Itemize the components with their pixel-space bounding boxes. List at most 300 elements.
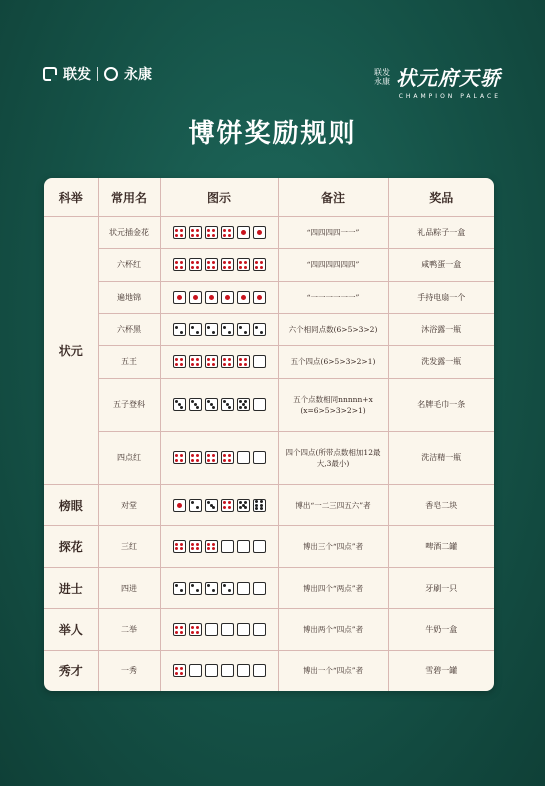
empty-die-icon (253, 398, 266, 411)
empty-die-icon (189, 664, 202, 677)
pip (257, 230, 262, 235)
dice-cell (160, 484, 278, 526)
empty-die-icon (221, 623, 234, 636)
table-row (44, 526, 494, 568)
note-cell: 博出两个“四点”者 (278, 609, 388, 651)
pip (207, 229, 210, 232)
die-4-icon (173, 355, 186, 368)
pip (177, 503, 182, 508)
pip (175, 326, 178, 329)
pip (196, 406, 199, 409)
die-1-icon (237, 291, 250, 304)
die-4-icon (221, 355, 234, 368)
die-5-icon (237, 398, 250, 411)
die-4-icon (189, 226, 202, 239)
empty-die-icon (253, 664, 266, 677)
pip (180, 331, 183, 334)
pip (223, 261, 226, 264)
table-row (44, 378, 494, 431)
note-cell: 六个相同点数(6>5>3>2) (278, 313, 388, 345)
die-3-icon (173, 398, 186, 411)
die-4-icon (205, 451, 218, 464)
pip (180, 363, 183, 366)
project-en-name: CHAMPION PALACE (398, 93, 501, 100)
pip (191, 501, 194, 504)
pip (196, 589, 199, 592)
pip (180, 547, 183, 550)
pip (212, 506, 215, 509)
pip (228, 358, 231, 361)
pip (191, 543, 194, 546)
pip (180, 406, 183, 409)
project-logo-small-1: 联发 (374, 68, 390, 77)
dice-row (161, 582, 278, 595)
pip (175, 358, 178, 361)
dice-row (161, 323, 278, 336)
dice-row (161, 355, 278, 368)
die-4-icon (205, 540, 218, 553)
prize-cell: 洗洁精一瓶 (388, 431, 494, 484)
pip (180, 234, 183, 237)
prize-cell: 牙刷一只 (388, 567, 494, 609)
pip (175, 266, 178, 269)
die-2-icon (253, 323, 266, 336)
pip (196, 234, 199, 237)
dice-cell (160, 249, 278, 281)
die-4-icon (205, 258, 218, 271)
dice-cell (160, 378, 278, 431)
pip (180, 266, 183, 269)
pip (196, 454, 199, 457)
pip (196, 261, 199, 264)
note-cell: 五个点数相同nnnnn+x (x=6>5>3>2>1) (278, 378, 388, 431)
name-cell: 六杯红 (98, 249, 160, 281)
table-row (44, 281, 494, 313)
pip (209, 295, 214, 300)
header-rank: 科举 (44, 178, 98, 217)
empty-die-icon (253, 355, 266, 368)
pip (244, 363, 247, 366)
die-2-icon (189, 499, 202, 512)
die-4-icon (173, 664, 186, 677)
pip (191, 547, 194, 550)
pip (212, 459, 215, 462)
pip (180, 589, 183, 592)
rules-table (44, 178, 494, 691)
pip (223, 454, 226, 457)
pip (175, 672, 178, 675)
pip (196, 543, 199, 546)
pip (244, 406, 247, 409)
name-cell: 遍地锦 (98, 281, 160, 313)
pip (239, 506, 242, 509)
name-cell: 六杯黑 (98, 313, 160, 345)
die-2-icon (189, 582, 202, 595)
pip (260, 266, 263, 269)
name-cell: 五王 (98, 346, 160, 378)
name-cell: 状元插金花 (98, 217, 160, 249)
note-cell: 博出一个“四点”者 (278, 650, 388, 691)
empty-die-icon (253, 623, 266, 636)
pip (223, 506, 226, 509)
pip (223, 501, 226, 504)
pip (191, 626, 194, 629)
pip (180, 672, 183, 675)
lianfa-logo-icon (43, 67, 57, 81)
pip (239, 400, 242, 403)
brand-left-name: 联发 (63, 67, 91, 83)
pip (223, 584, 226, 587)
pip (239, 501, 242, 504)
die-2-icon (189, 323, 202, 336)
rules-card (44, 178, 494, 691)
die-2-icon (205, 582, 218, 595)
pip (175, 631, 178, 634)
brand-separator (97, 67, 98, 81)
die-4-icon (221, 499, 234, 512)
pip (212, 229, 215, 232)
pip (196, 331, 199, 334)
pip (228, 501, 231, 504)
name-cell: 对堂 (98, 484, 160, 526)
die-4-icon (173, 623, 186, 636)
pip (241, 230, 246, 235)
pip (196, 626, 199, 629)
table-row (44, 567, 494, 609)
die-4-icon (205, 355, 218, 368)
pip (212, 261, 215, 264)
pip (180, 631, 183, 634)
pip (228, 234, 231, 237)
empty-die-icon (205, 664, 218, 677)
prize-cell: 手持电扇一个 (388, 281, 494, 313)
pip (191, 326, 194, 329)
die-4-icon (173, 451, 186, 464)
pip (255, 507, 258, 510)
empty-die-icon (237, 540, 250, 553)
pip (244, 261, 247, 264)
empty-die-icon (221, 664, 234, 677)
project-script-name: 状元府天骄 (396, 66, 501, 90)
pip (223, 363, 226, 366)
pip (196, 459, 199, 462)
prize-cell: 礼品粽子一盒 (388, 217, 494, 249)
empty-die-icon (237, 664, 250, 677)
rank-cell: 榜眼 (44, 484, 98, 526)
pip (180, 261, 183, 264)
pip (228, 229, 231, 232)
table-row (44, 217, 494, 249)
dice-row (161, 398, 278, 411)
die-2-icon (221, 323, 234, 336)
note-cell: “四四四四四四” (278, 249, 388, 281)
die-4-icon (189, 451, 202, 464)
prize-cell: 香皂二块 (388, 484, 494, 526)
page-title: 博饼奖励规则 (188, 119, 357, 149)
empty-die-icon (253, 451, 266, 464)
die-4-icon (237, 258, 250, 271)
name-cell: 四进 (98, 567, 160, 609)
pip (212, 363, 215, 366)
header-note: 备注 (278, 178, 388, 217)
prize-cell: 啤酒二罐 (388, 526, 494, 568)
die-1-icon (253, 291, 266, 304)
dice-row (161, 540, 278, 553)
dice-cell (160, 526, 278, 568)
table-row (44, 431, 494, 484)
pip (175, 363, 178, 366)
pip (223, 358, 226, 361)
die-4-icon (189, 540, 202, 553)
pip (260, 261, 263, 264)
pip (244, 501, 247, 504)
table-row (44, 313, 494, 345)
pip (191, 358, 194, 361)
empty-die-icon (237, 451, 250, 464)
pip (212, 234, 215, 237)
note-cell: 博出“一二三四五六”者 (278, 484, 388, 526)
pip (196, 358, 199, 361)
pip (212, 454, 215, 457)
brand-logo-left (43, 64, 152, 84)
project-logo (374, 62, 501, 100)
pip (191, 454, 194, 457)
dice-cell (160, 217, 278, 249)
die-6-icon (253, 499, 266, 512)
die-2-icon (237, 323, 250, 336)
pip (207, 234, 210, 237)
pip (241, 295, 246, 300)
pip (196, 547, 199, 550)
pip (260, 507, 263, 510)
pip (191, 400, 194, 403)
pip (180, 543, 183, 546)
pip (191, 229, 194, 232)
pip (175, 454, 178, 457)
empty-die-icon (253, 582, 266, 595)
pip (207, 400, 210, 403)
header-diagram: 图示 (160, 178, 278, 217)
note-cell: “四四四四一一” (278, 217, 388, 249)
note-cell: “一一一一一一” (278, 281, 388, 313)
pip (191, 261, 194, 264)
brand-right-name: 永康 (124, 67, 152, 83)
pip (255, 500, 258, 503)
pip (207, 459, 210, 462)
pip (196, 506, 199, 509)
pip (239, 266, 242, 269)
die-2-icon (221, 582, 234, 595)
table-row (44, 249, 494, 281)
pip (175, 400, 178, 403)
pip (239, 326, 242, 329)
die-2-icon (173, 323, 186, 336)
empty-die-icon (205, 623, 218, 636)
pip (175, 229, 178, 232)
die-5-icon (237, 499, 250, 512)
pip (191, 363, 194, 366)
name-cell: 五子登科 (98, 378, 160, 431)
pip (244, 358, 247, 361)
pip (177, 295, 182, 300)
pip (207, 326, 210, 329)
prize-cell: 咸鸭蛋一盒 (388, 249, 494, 281)
die-4-icon (189, 258, 202, 271)
pip (223, 266, 226, 269)
pip (255, 261, 258, 264)
pip (228, 459, 231, 462)
die-4-icon (173, 226, 186, 239)
pip (207, 454, 210, 457)
pip (207, 547, 210, 550)
prize-cell: 名牌毛巾一条 (388, 378, 494, 431)
project-logo-small (374, 68, 390, 86)
dice-row (161, 291, 278, 304)
pip (212, 543, 215, 546)
pip (207, 543, 210, 546)
pip (175, 543, 178, 546)
pip (196, 266, 199, 269)
empty-die-icon (237, 623, 250, 636)
empty-die-icon (237, 582, 250, 595)
pip (193, 295, 198, 300)
note-cell: 四个四点(所带点数相加12最大,3最小) (278, 431, 388, 484)
empty-die-icon (253, 540, 266, 553)
pip (180, 667, 183, 670)
name-cell: 三红 (98, 526, 160, 568)
pip (239, 406, 242, 409)
dice-cell (160, 609, 278, 651)
pip (223, 459, 226, 462)
pip (175, 667, 178, 670)
die-1-icon (221, 291, 234, 304)
pip (260, 500, 263, 503)
pip (244, 506, 247, 509)
die-1-icon (173, 499, 186, 512)
table-row (44, 650, 494, 691)
table-row (44, 346, 494, 378)
pip (212, 406, 215, 409)
pip (228, 406, 231, 409)
pip (196, 631, 199, 634)
pip (191, 631, 194, 634)
die-4-icon (173, 540, 186, 553)
rank-cell: 举人 (44, 609, 98, 651)
pip (175, 584, 178, 587)
dice-cell (160, 567, 278, 609)
pip (239, 358, 242, 361)
pip (212, 358, 215, 361)
dice-cell (160, 346, 278, 378)
pip (191, 459, 194, 462)
pip (175, 234, 178, 237)
die-4-icon (173, 258, 186, 271)
pip (228, 454, 231, 457)
empty-die-icon (221, 540, 234, 553)
pip (228, 261, 231, 264)
die-2-icon (205, 323, 218, 336)
pip (175, 459, 178, 462)
pip (180, 459, 183, 462)
pip (244, 331, 247, 334)
die-3-icon (221, 398, 234, 411)
pip (228, 363, 231, 366)
die-1-icon (253, 226, 266, 239)
pip (207, 363, 210, 366)
pip (212, 547, 215, 550)
rank-cell: 探花 (44, 526, 98, 568)
pip (196, 363, 199, 366)
pip (191, 266, 194, 269)
pip (212, 266, 215, 269)
table-row (44, 609, 494, 651)
die-1-icon (205, 291, 218, 304)
die-3-icon (205, 499, 218, 512)
pip (212, 589, 215, 592)
prize-cell: 洗发露一瓶 (388, 346, 494, 378)
die-1-icon (189, 291, 202, 304)
dice-cell (160, 313, 278, 345)
pip (207, 266, 210, 269)
table-row (44, 484, 494, 526)
dice-row (161, 499, 278, 512)
pip (191, 584, 194, 587)
dice-row (161, 226, 278, 239)
die-4-icon (221, 451, 234, 464)
prize-cell: 牛奶一盒 (388, 609, 494, 651)
note-cell: 博出四个“两点”者 (278, 567, 388, 609)
pip (207, 358, 210, 361)
pip (207, 584, 210, 587)
pip (180, 454, 183, 457)
die-4-icon (253, 258, 266, 271)
name-cell: 四点红 (98, 431, 160, 484)
die-1-icon (237, 226, 250, 239)
pip (228, 266, 231, 269)
dice-row (161, 623, 278, 636)
header-prize: 奖品 (388, 178, 494, 217)
header-name: 常用名 (98, 178, 160, 217)
pip (207, 501, 210, 504)
pip (257, 295, 262, 300)
prize-cell: 雪碧一罐 (388, 650, 494, 691)
die-1-icon (173, 291, 186, 304)
rank-cell: 状元 (44, 217, 98, 485)
rank-cell: 秀才 (44, 650, 98, 691)
dice-row (161, 664, 278, 677)
pip (223, 326, 226, 329)
note-cell: 五个四点(6>5>3>2>1) (278, 346, 388, 378)
pip (255, 266, 258, 269)
table-header-row (44, 178, 494, 217)
pip (175, 547, 178, 550)
dice-cell (160, 281, 278, 313)
yongkang-logo-icon (104, 67, 118, 81)
die-3-icon (189, 398, 202, 411)
pip (207, 261, 210, 264)
die-4-icon (205, 226, 218, 239)
pip (223, 400, 226, 403)
die-4-icon (221, 258, 234, 271)
pip (239, 363, 242, 366)
project-logo-small-2: 永康 (374, 77, 390, 86)
pip (180, 229, 183, 232)
die-4-icon (189, 623, 202, 636)
prize-cell: 沐浴露一瓶 (388, 313, 494, 345)
die-4-icon (237, 355, 250, 368)
pip (196, 229, 199, 232)
dice-row (161, 258, 278, 271)
